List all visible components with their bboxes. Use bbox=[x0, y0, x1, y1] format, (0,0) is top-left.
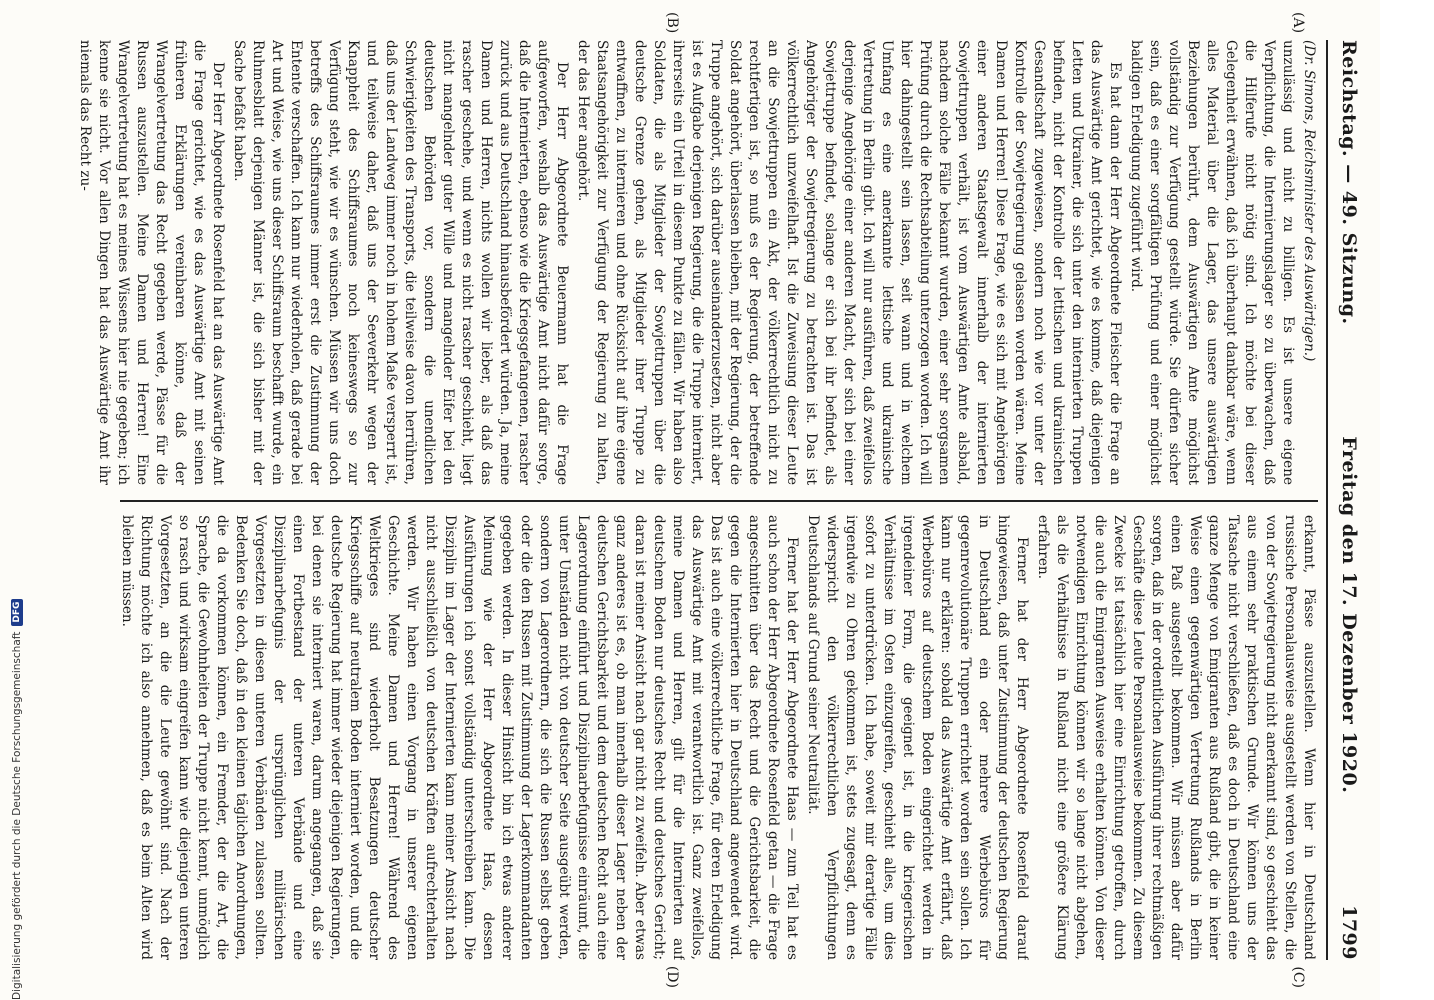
paragraph: unzulässig und nicht zu billigen. Es ist unsere eigene Verpflichtung, die Internierungslager so zu überwachen, daß die Hilferufe nicht nötig sind. Ich möchte bei dieser Gelegenheit erwähnen, daß ich überhaupt dankbar wäre, wenn alles Material über die Lager, das unsere auswärtigen Beziehungen berührt, dem Auswärtigen Amte möglichst vollständig zur Verfügung gestellt würde. Sie dürfen sicher sein, daß es einer sorgfältigen Prüfung und einer möglichst baldigen Erledigung zugeführt wird. bbox=[1128, 40, 1296, 485]
paragraph: Es hat dann der Herr Abgeordnete Fleischer die Frage an das Auswärtige Amt gerichtet, wie es komme, daß diejenigen Letten und Ukrainer, die sich unter den internierten Truppen befinden, nicht der Kontrolle der lettischen und ukrainischen Gesandtschaft zugewiesen, sondern noch wie vor unter der Kontrolle der Sowjetregierung gelassen worden wären. Meine Damen und Herren! Diese Frage, wie es sich mit Angehörigen einer anderen Staatsgewalt innerhalb der internierten Sowjettruppen verhält, ist vom Auswärtigen Amte alsbald, nachdem solche Fälle bekannt wurden, einer sehr sorgsamen Prüfung durch die Rechtsabteilung unterzogen worden. Ich will hier dahingestellt sein lassen, seit wann und in welchem Umfang es eine anerkannte lettische und ukrainische Vertretung in Berlin gibt. Ich will nur ausführen, daß zweifellos derjenige Angehörige einer anderen Macht, der sich bei einer Sowjettruppe befindet, solange er sich bei ihr befindet, als Angehöriger der Sowjetregierung zu betrachten ist. Das ist völkerrechtlich unzweifelhaft. Ist die Zuweisung dieser Leute an die Sowjettruppen ein Akt, der völkerrechtlich nicht zu rechtfertigen ist, so muß es der Regierung, der betreffende Soldat angehört, überlassen bleiben, mit der Regierung, der die Truppe angehört, sich darüber auseinanderzusetzen, nicht aber ist es Aufgabe derjenigen Regierung, die die Truppe interniert, ihrerseits ein Urteil in diesem Punkte zu fällen. Wir haben also Soldaten, die als Mitglieder der Sowjettruppen über die deutsche Grenze gehen, als Mitglieder ihrer Truppe zu entwaffnen, zu internieren und ohne Rücksicht auf ihre eigene Staatsangehörigkeit zur Verfügung der Regierung zu halten, der das Heer angehört. bbox=[575, 40, 1123, 485]
right-column bbox=[20, 515, 1318, 960]
dfg-logo: DFG bbox=[11, 599, 23, 626]
paragraph: Der Herr Abgeordnete Beuermann hat die Frage aufgeworfen, weshalb das Auswärtige Amt nicht dafür sorge, daß die Internierten, ebenso wie die Kriegsgefangenen, rascher zurück und aus Deutschland hinausbefördert würden. Ja, meine Damen und Herren, nichts wollen wir lieber, als daß das rascher geschehe, und wenn es nicht rascher geschieht, liegt nicht mangelnder guter Wille und mangelnder Eifer bei den deutschen Behörden vor, sondern die unendlichen Schwierigkeiten des Transports, die teilweise davon herrühren, daß uns der Landweg immer noch in hohem Maße versperrt ist, und teilweise daher, daß uns der Seeverkehr wegen der Knappheit des Schiffsraumes noch keineswegs so zur Verfügung steht, wie wir es wünschen. Müssen wir uns doch betreffs des Schiffsraumes immer erst die Zustimmung der Entente verschaffen. Ich kann nur wiederholen, daß gerade bei Art und Weise, wie uns dieser Schiffsraum beschafft wurde, ein Ruhmesblatt derjenigen Männer ist, die sich bisher mit der Sache befaßt haben. bbox=[231, 40, 570, 485]
header-rule bbox=[1326, 40, 1328, 960]
margin-mark-a: (A) bbox=[1290, 12, 1306, 34]
credit-text: Digitalisierung gefördert durch die Deutsche Forschungsgemeinschaft bbox=[11, 631, 23, 1000]
margin-mark-c: (C) bbox=[1290, 966, 1306, 988]
speaker-tag: (Dr. Simons, Reichsminister des Auswärtigen.) bbox=[1301, 40, 1317, 362]
paragraph: Der Herr Abgeordnete Rosenfeld hat an das Auswärtige Amt die Frage gerichtet, wie es das Auswärtige Amt mit seinen früheren Erklärungen vereinbaren könne, daß der Wrangelvertretung das Recht gegeben werde, Pässe für die Russen auszustellen. Meine Damen und Herren! Eine Wrangelvertretung hat es meines Wissens hier nie gegeben; ich kenne sie nicht. Vor allen Dingen hat das Auswärtige Amt ihr niemals das Recht zu- bbox=[77, 40, 226, 485]
page-number: 1799 bbox=[1338, 905, 1360, 960]
column-rule bbox=[120, 500, 1318, 502]
session-date: Freitag den 17. Dezember 1920. bbox=[1338, 436, 1360, 794]
running-head bbox=[1332, 40, 1366, 960]
session-title: Reichstag. — 49. Sitzung. bbox=[1338, 40, 1360, 325]
margin-mark-d: (D) bbox=[664, 965, 680, 988]
margin-mark-b: (B) bbox=[664, 12, 680, 34]
digitization-credit bbox=[8, 0, 26, 1000]
paragraph: Ferner hat der Herr Abgeordnete Haas — zum Teil hat es auch schon der Herr Abgeordnete Rosenfeld getan — die Frage angeschnitten über das Recht und die Gerichtsbarkeit, die gegen die Internierten hier in Deutschland angewendet wird. Das ist auch eine völkerrechtliche Frage, für deren Erledigung das Auswärtige Amt mit verantwortlich ist. Ganz zweifellos, meine Damen und Herren, gilt für die Internierten auf deutschem Boden nur deutsches Recht und deutsches Gericht; daran ist meiner Ansicht nach gar nicht zu zweifeln. Aber etwas ganz anderes ist es, ob man innerhalb dieser Lager neben der deutschen Gerichtsbarkeit und dem deutschen Recht auch eine Lagerordnung einführt und Disziplinarbefugnisse einräumt, die unter Umständen nicht von deutscher Seite ausgeübt werden, sondern von Lagerordnern, die sich die Russen selbst geben oder die den Russen mit Zustimmung der Lagerkommandanten gegeben werden. In dieser Hinsicht bin ich etwas anderer Meinung wie der Herr Abgeordnete Haas, dessen Ausführungen ich sonst vollständig unterschreiben kann. Die Disziplin im Lager der Internierten kann meiner Ansicht nach nicht ausschließlich von deutschen Kräften aufrechterhalten werden. Wir haben einen Vorgang in unserer eigenen Geschichte. Meine Damen und Herren! Während des Weltkrieges sind wiederholt Besatzungen deutscher Kriegsschiffe auf neutralem Boden interniert worden, und die deutsche Regierung hat immer wieder diejenigen Regierungen, bei denen sie interniert waren, darum angegangen, daß sie einen Fortbestand der unteren Verbände und eine Disziplinarbefugnis der ursprünglichen militärischen Vorgesetzten in diesen unteren Verbänden zulassen sollten. Bedenken Sie doch, daß in den kleinen täglichen Anordnungen, die da vorkommen können, ein Fremder, der die Art, die Sprache, die Gewohnheiten der Truppe nicht kennt, unmöglich so rasch und wirksam eingreifen kann wie diejenigen unteren Vorgesetzten, an die die Leute gewöhnt sind. Nach der Richtung möchte ich also annehmen, daß es beim Alten wird bleiben müssen. bbox=[119, 515, 800, 960]
paragraph: erkannt, Pässe auszustellen. Wenn hier in Deutschland russische Personalausweise ausgestellt werden von Stellen, die von der Sowjetregierung nicht anerkannt sind, so geschieht das aus einem sehr praktischen Grunde. Wir können uns der Tatsache nicht verschließen, daß es doch in Deutschland eine ganze Menge von Emigranten aus Rußland gibt, die in keiner Weise einen gegenwärtigen Vertretung Rußlands in Berlin einen Paß ausgestellt bekommen. Wir müssen aber dafür sorgen, daß in der ordentlichen Ausführung ihrer rechtmäßigen Geschäfte diese Leute Personalausweise bekommen. Zu diesem Zwecke ist tatsächlich hier eine Einrichtung getroffen, durch die auch die Emigranten Ausweise erhalten können. Von dieser notwendigen Einrichtung können wir so lange nicht abgehen, als die Verhältnisse in Rußland nicht eine größere Klärung erfahren. bbox=[1035, 515, 1317, 960]
left-column bbox=[20, 40, 1318, 485]
paragraph: Ferner hat der Herr Abgeordnete Rosenfeld darauf hingewiesen, daß unter Zustimmung der deutschen Regierung in Deutschland ein oder mehrere Werbebüros für gegenrevolutionäre Truppen errichtet worden sein sollen. Ich kann nur erklären: sobald das Auswärtige Amt erfährt, daß Werbebüros auf deutschem Boden eingerichtet werden in irgendeiner Form, die geeignet ist, in die kriegerischen Verhältnisse im Osten einzugreifen, geschieht alles, um dies sofort zu unterdrücken. Ich habe, soweit mir derartige Fälle irgendwie zu Ohren gekommen ist, stets zugesagt, denn es widerspricht den völkerrechtlichen Verpflichtungen Deutschlands auf Grund seiner Neutralität. bbox=[805, 515, 1030, 960]
